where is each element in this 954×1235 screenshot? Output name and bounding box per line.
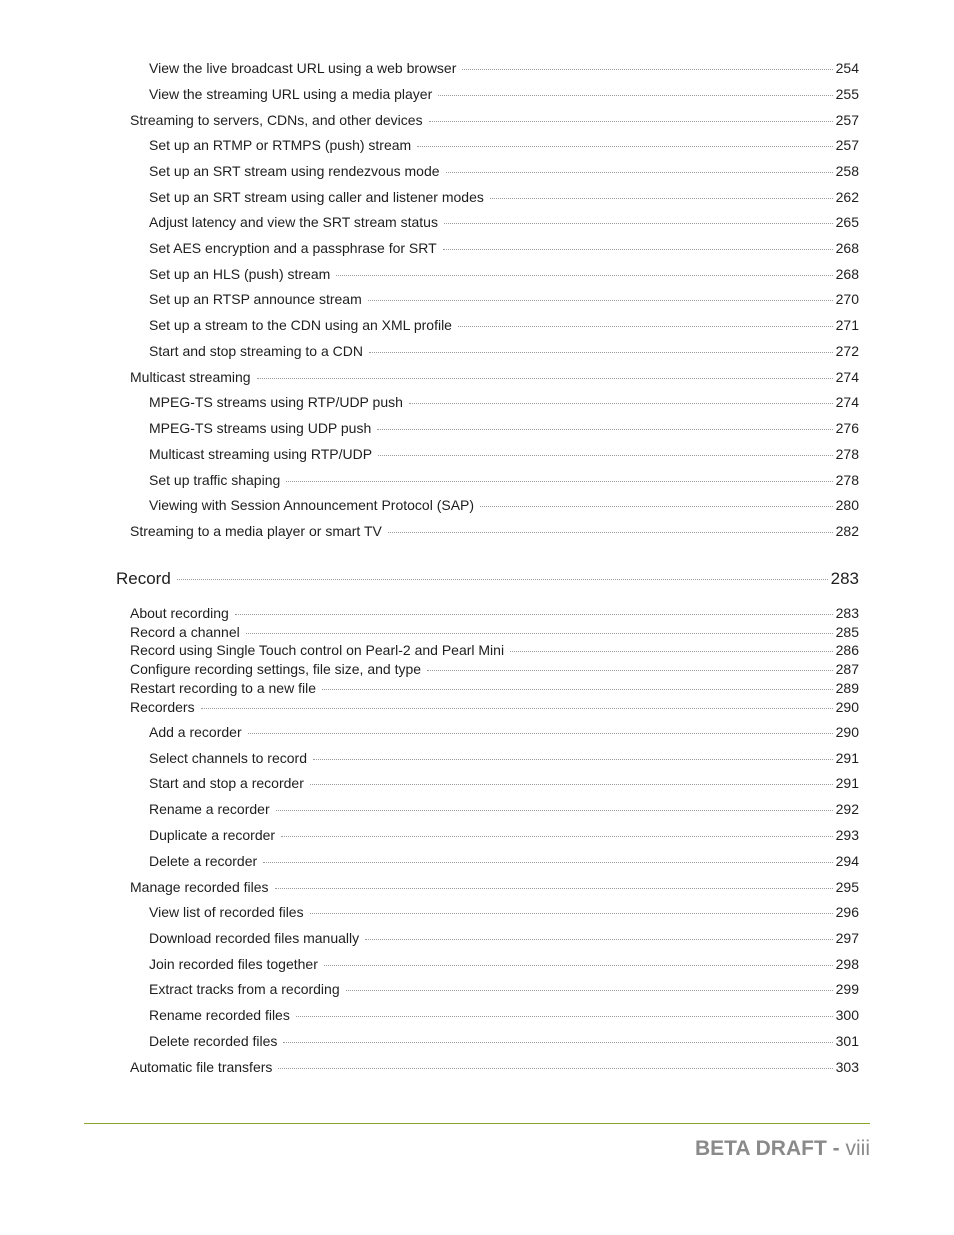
toc-entry-title: Set up a stream to the CDN using an XML profile <box>149 317 452 333</box>
toc-dot-leader <box>276 810 833 811</box>
toc-entry-page: 282 <box>835 523 859 539</box>
toc-dot-leader <box>443 249 833 250</box>
toc-dot-leader <box>322 689 833 690</box>
toc-dot-leader <box>378 455 833 456</box>
toc-entry-page: 262 <box>835 189 859 205</box>
toc-entry-title: Start and stop a recorder <box>149 775 304 791</box>
toc-entry[interactable] <box>149 316 859 334</box>
toc-dot-leader <box>480 506 833 507</box>
toc-dot-leader <box>235 614 833 615</box>
toc-entry-title: Download recorded files manually <box>149 930 360 946</box>
toc-entry-title: Set up an SRT stream using caller and listener modes <box>149 189 484 205</box>
toc-dot-leader <box>510 651 833 652</box>
toc-entry-title: Configure recording settings, file size, and type <box>130 661 422 677</box>
toc-dot-leader <box>365 939 833 940</box>
toc-entry-page: 289 <box>835 680 859 696</box>
toc-entry-page: 268 <box>835 266 859 282</box>
toc-entry-page: 295 <box>835 879 859 895</box>
toc-entry-title: Adjust latency and view the SRT stream status <box>149 214 438 230</box>
toc-entry-page: 255 <box>835 86 859 102</box>
toc-entry-title: Set up an RTMP or RTMPS (push) stream <box>149 137 412 153</box>
toc-dot-leader <box>368 300 833 301</box>
footer-rule <box>84 1123 870 1124</box>
toc-entry[interactable] <box>149 239 859 257</box>
toc-entry[interactable] <box>149 723 859 741</box>
toc-dot-leader <box>281 836 833 837</box>
toc-entry[interactable] <box>149 471 859 489</box>
toc-entry[interactable] <box>130 698 859 716</box>
toc-entry[interactable] <box>130 660 859 678</box>
toc-dot-leader <box>369 352 833 353</box>
toc-entry-page: 272 <box>835 343 859 359</box>
toc-entry[interactable] <box>149 162 859 180</box>
toc-entry-title: Record a channel <box>130 624 240 640</box>
toc-dot-leader <box>409 403 833 404</box>
toc-dot-leader <box>263 862 832 863</box>
toc-entry-page: 278 <box>835 472 859 488</box>
toc-entry-title: Record <box>116 569 171 588</box>
toc-entry[interactable] <box>149 749 859 767</box>
toc-entry[interactable] <box>149 393 859 411</box>
toc-entry-page: 271 <box>835 317 859 333</box>
toc-dot-leader <box>336 275 832 276</box>
toc-dot-leader <box>458 326 833 327</box>
toc-dot-leader <box>429 121 833 122</box>
toc-entry-page: 296 <box>835 904 859 920</box>
toc-entry[interactable] <box>149 59 859 77</box>
toc-entry-title: Extract tracks from a recording <box>149 981 340 997</box>
footer-draft-label: BETA DRAFT <box>694 1137 827 1160</box>
toc-dot-leader <box>296 1016 833 1017</box>
toc-entry-title: Rename recorded files <box>149 1007 290 1023</box>
toc-entry-title: View the streaming URL using a media player <box>149 86 433 102</box>
toc-entry-page: 257 <box>835 137 859 153</box>
toc-entry-page: 299 <box>835 981 859 997</box>
toc-entry-page: 278 <box>835 446 859 462</box>
toc-entry-page: 270 <box>835 291 859 307</box>
toc-entry[interactable] <box>130 623 859 641</box>
toc-entry-page: 291 <box>835 750 859 766</box>
toc-dot-leader <box>462 69 832 70</box>
toc-entry-title: Delete a recorder <box>149 853 258 869</box>
toc-entry-title: Multicast streaming <box>130 369 251 385</box>
toc-entry-title: Streaming to servers, CDNs, and other devices <box>130 112 423 128</box>
toc-entry-title: Recorders <box>130 699 195 715</box>
toc-entry[interactable] <box>130 522 859 540</box>
toc-dot-leader <box>438 95 832 96</box>
toc-entry[interactable] <box>130 1058 859 1076</box>
toc-dot-leader <box>275 888 833 889</box>
toc-dot-leader <box>313 759 833 760</box>
toc-entry-page: 292 <box>835 801 859 817</box>
toc-entry-title: Set up an HLS (push) stream <box>149 266 331 282</box>
toc-entry-title: Multicast streaming using RTP/UDP <box>149 446 373 462</box>
toc-entry-title: Select channels to record <box>149 750 307 766</box>
toc-entry[interactable] <box>130 604 859 622</box>
toc-entry[interactable] <box>149 445 859 463</box>
toc-entry-page: 257 <box>835 112 859 128</box>
toc-entry[interactable] <box>149 980 859 998</box>
toc-dot-leader <box>324 965 833 966</box>
toc-entry[interactable] <box>149 290 859 308</box>
toc-entry[interactable] <box>130 679 859 697</box>
toc-entry[interactable] <box>149 903 859 921</box>
toc-dot-leader <box>417 146 832 147</box>
toc-entry-title: MPEG-TS streams using UDP push <box>149 420 372 436</box>
toc-entry-title: View list of recorded files <box>149 904 304 920</box>
toc-dot-leader <box>377 429 832 430</box>
toc-dot-leader <box>177 579 828 580</box>
toc-entry-title: Set up traffic shaping <box>149 472 281 488</box>
toc-entry[interactable] <box>149 1006 859 1024</box>
toc-entry[interactable] <box>149 774 859 792</box>
toc-chapter-entry[interactable] <box>116 568 859 590</box>
toc-entry-title: Rename a recorder <box>149 801 270 817</box>
toc-entry-title: Streaming to a media player or smart TV <box>130 523 382 539</box>
toc-entry-title: Automatic file transfers <box>130 1059 273 1075</box>
toc-entry[interactable] <box>149 265 859 283</box>
footer-separator: - <box>832 1137 840 1160</box>
toc-entry[interactable] <box>149 188 859 206</box>
toc-entry-title: Set up an RTSP announce stream <box>149 291 362 307</box>
toc-dot-leader <box>286 481 832 482</box>
toc-entry-page: 293 <box>835 827 859 843</box>
toc-entry[interactable] <box>130 111 859 129</box>
toc-entry-page: 301 <box>835 1033 859 1049</box>
toc-entry-page: 300 <box>835 1007 859 1023</box>
toc-dot-leader <box>427 670 833 671</box>
toc-entry-page: 274 <box>835 369 859 385</box>
toc-dot-leader <box>257 378 833 379</box>
toc-entry-title: Join recorded files together <box>149 956 318 972</box>
toc-entry[interactable] <box>149 419 859 437</box>
toc-entry[interactable] <box>149 1032 859 1050</box>
toc-entry[interactable] <box>149 826 859 844</box>
toc-entry-page: 297 <box>835 930 859 946</box>
toc-entry-page: 280 <box>835 497 859 513</box>
toc-entry-page: 303 <box>835 1059 859 1075</box>
toc-dot-leader <box>278 1068 832 1069</box>
toc-dot-leader <box>444 223 833 224</box>
toc-entry-title: Restart recording to a new file <box>130 680 316 696</box>
toc-entry-page: 294 <box>835 853 859 869</box>
toc-entry[interactable] <box>149 852 859 870</box>
toc-entry-title: Set up an SRT stream using rendezvous mode <box>149 163 440 179</box>
toc-dot-leader <box>246 633 833 634</box>
toc-entry-page: 283 <box>835 605 859 621</box>
toc-entry-title: Add a recorder <box>149 724 242 740</box>
toc-entry-title: Duplicate a recorder <box>149 827 276 843</box>
toc-dot-leader <box>346 990 833 991</box>
toc-entry[interactable] <box>149 496 859 514</box>
toc-dot-leader <box>310 913 833 914</box>
toc-entry-page: 291 <box>835 775 859 791</box>
toc-entry-page: 276 <box>835 420 859 436</box>
toc-entry-title: Delete recorded files <box>149 1033 278 1049</box>
toc-dot-leader <box>490 198 833 199</box>
toc-dot-leader <box>283 1042 832 1043</box>
toc-entry-title: Viewing with Session Announcement Protocol (SAP) <box>149 497 475 513</box>
toc-entry[interactable] <box>149 136 859 154</box>
toc-entry[interactable] <box>130 368 859 386</box>
toc-entry-title: Set AES encryption and a passphrase for SRT <box>149 240 437 256</box>
toc-entry[interactable] <box>149 929 859 947</box>
toc-entry-page: 286 <box>835 642 859 658</box>
page-footer <box>695 1135 870 1163</box>
toc-entry-page: 290 <box>835 724 859 740</box>
toc-entry-page: 298 <box>835 956 859 972</box>
toc-entry-page: 254 <box>835 60 859 76</box>
toc-entry-page: 258 <box>835 163 859 179</box>
toc-dot-leader <box>201 708 833 709</box>
toc-entry[interactable] <box>149 800 859 818</box>
toc-entry-page: 290 <box>835 699 859 715</box>
toc-entry-title: Start and stop streaming to a CDN <box>149 343 363 359</box>
toc-entry[interactable] <box>130 641 859 659</box>
toc-entry-title: About recording <box>130 605 229 621</box>
toc-entry[interactable] <box>149 85 859 103</box>
toc-dot-leader <box>310 784 833 785</box>
toc-entry-page: 265 <box>835 214 859 230</box>
footer-page-number: viii <box>845 1137 870 1160</box>
toc-entry[interactable] <box>149 342 859 360</box>
toc-dot-leader <box>446 172 833 173</box>
toc-entry-page: 274 <box>835 394 859 410</box>
toc-entry-title: Record using Single Touch control on Pearl-2 and Pearl Mini <box>130 642 505 658</box>
toc-dot-leader <box>388 532 833 533</box>
toc-entry[interactable] <box>149 213 859 231</box>
toc-entry[interactable] <box>130 878 859 896</box>
toc-entry-page: 285 <box>835 624 859 640</box>
toc-entry-title: MPEG-TS streams using RTP/UDP push <box>149 394 403 410</box>
toc-entry-title: Manage recorded files <box>130 879 269 895</box>
toc-entry-page: 287 <box>835 661 859 677</box>
toc-entry-page: 283 <box>830 569 859 588</box>
toc-dot-leader <box>248 733 833 734</box>
toc-entry-page: 268 <box>835 240 859 256</box>
toc-entry-title: View the live broadcast URL using a web browser <box>149 60 457 76</box>
toc-entry[interactable] <box>149 955 859 973</box>
